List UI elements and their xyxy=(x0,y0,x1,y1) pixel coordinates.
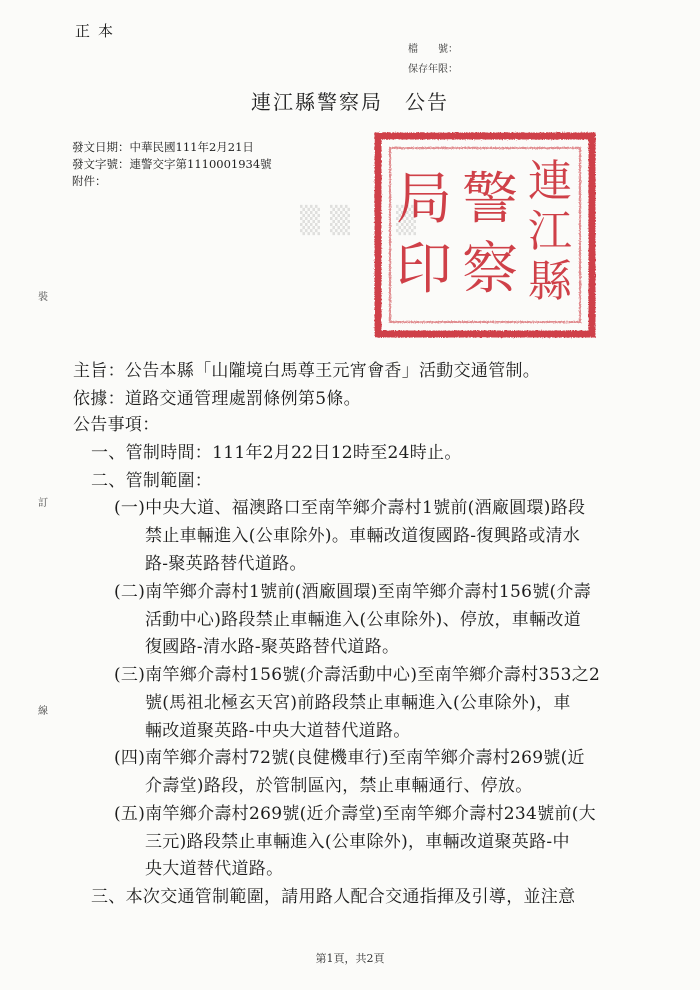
item-2: 二、管制範圍： xyxy=(91,471,213,491)
sub-item-3-line: (三)南竿鄉介壽村156號(介壽活動中心)至南竿鄉介壽村353之2 xyxy=(114,665,601,685)
document-number: 發文字號：連警交字第1110001934號 xyxy=(72,157,272,171)
item-1: 一、管制時間：111年2月22日12時至24時止。 xyxy=(91,443,462,463)
sub-item-3-line: 輛改道聚英路-中央大道替代道路。 xyxy=(145,721,411,741)
bleed-through-mark: ▒▒ ▒ xyxy=(300,206,426,236)
official-seal xyxy=(368,128,602,342)
item-3: 三、本次交通管制範圍，請用路人配合交通指揮及引導，並注意 xyxy=(91,887,576,907)
gutter-mark-middle: 訂 xyxy=(38,498,48,509)
page-title: 連江縣警察局 公告 xyxy=(251,90,449,114)
page-number: 第1頁，共2頁 xyxy=(315,952,385,965)
seal-char: 連 xyxy=(528,156,572,207)
file-number-label: 檔 號： xyxy=(408,44,458,55)
copy-mark: 正本 xyxy=(75,22,122,40)
sub-item-5-line: 央大道替代道路。 xyxy=(145,859,284,879)
sub-item-1-line: 路-聚英路替代道路。 xyxy=(145,554,307,574)
items-heading: 公告事項： xyxy=(73,415,160,435)
basis-line: 依據：道路交通管理處罰條例第5條。 xyxy=(73,389,361,409)
seal-char: 警 xyxy=(462,167,518,232)
seal-char: 縣 xyxy=(528,256,572,307)
sub-item-1-line: 禁止車輛進入(公車除外)。車輛改道復國路-復興路或清水 xyxy=(145,526,581,546)
sub-item-2-line: 復國路-清水路-聚英路替代道路。 xyxy=(145,637,400,657)
seal-char: 江 xyxy=(528,206,572,257)
seal-char: 印 xyxy=(396,237,452,302)
sub-item-3-line: 號(馬祖北極玄天宮)前路段禁止車輛進入(公車除外)，車 xyxy=(145,693,571,713)
sub-item-5-line: (五)南竿鄉介壽村269號(近介壽堂)至南竿鄉介壽村234號前(大 xyxy=(114,804,596,824)
subject-line: 主旨：公告本縣「山隴境白馬尊王元宵會香」活動交通管制。 xyxy=(73,361,541,381)
issue-date: 發文日期：中華民國111年2月21日 xyxy=(72,140,254,154)
sub-item-1-line: (一)中央大道、福澳路口至南竿鄉介壽村1號前(酒廠圓環)路段 xyxy=(114,498,586,518)
attachment-label: 附件： xyxy=(72,174,107,188)
retention-label: 保存年限： xyxy=(408,64,458,75)
sub-item-2-line: (二)南竿鄉介壽村1號前(酒廠圓環)至南竿鄉介壽村156號(介壽 xyxy=(114,582,592,602)
seal-char: 局 xyxy=(396,167,452,232)
seal-char: 察 xyxy=(462,237,518,302)
sub-item-2-line: 活動中心)路段禁止車輛進入(公車除外)、停放，車輛改道 xyxy=(145,610,581,630)
gutter-mark-top: 裝 xyxy=(38,292,48,303)
sub-item-4-line: (四)南竿鄉介壽村72號(良健機車行)至南竿鄉介壽村269號(近 xyxy=(114,748,585,768)
gutter-mark-bottom: 線 xyxy=(38,706,48,717)
sub-item-4-line: 介壽堂)路段，於管制區內，禁止車輛通行、停放。 xyxy=(145,776,533,796)
sub-item-5-line: 三元)路段禁止車輛進入(公車除外)，車輛改道聚英路-中 xyxy=(145,832,570,852)
